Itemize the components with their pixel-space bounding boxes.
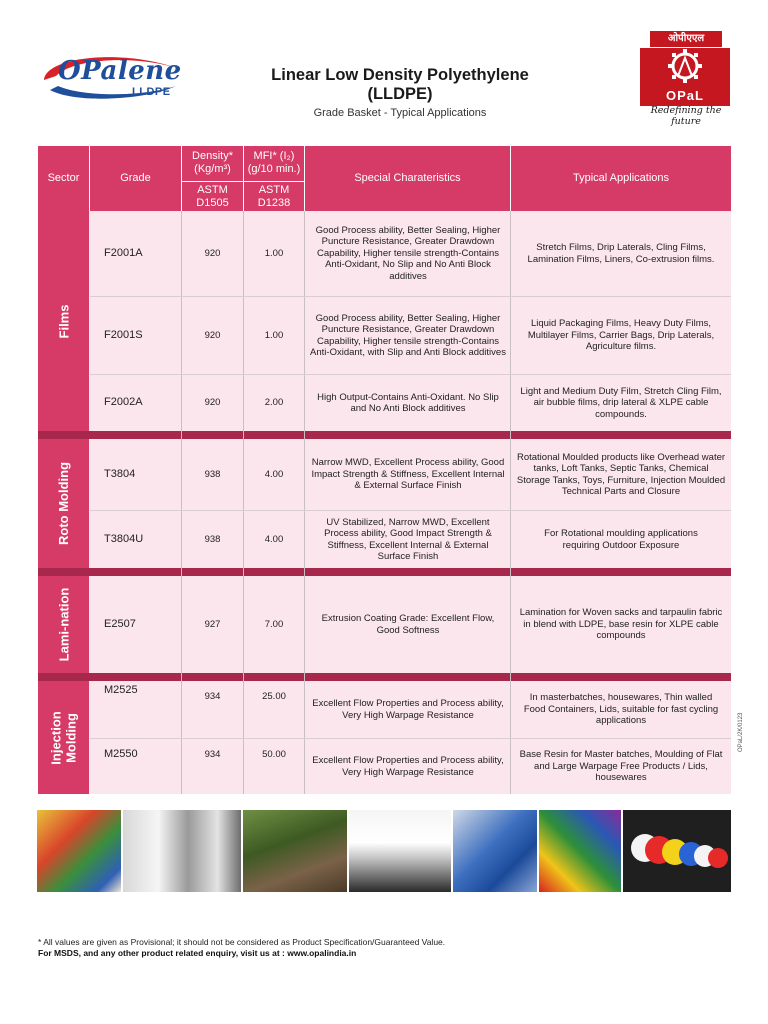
grade-cell: F2001S	[104, 328, 143, 341]
sector-roto-molding	[38, 439, 89, 568]
sector-injection-molding	[38, 681, 89, 794]
lids-icon	[623, 810, 731, 892]
brand-sub: LLDPE	[132, 86, 171, 98]
header-mfi-std: ASTM D1238	[257, 183, 291, 209]
mfi-cell: 4.00	[264, 468, 284, 480]
header-sector: Sector	[47, 172, 80, 184]
grade-table	[38, 146, 731, 794]
special-cell: Good Process ability, Better Sealing, Higher Puncture Resistance, Greater Drawdown Capability, Higher tensile strength-Contains Anti-Oxidant, No Slip and No Anti Block additives	[315, 224, 501, 282]
header-divider	[89, 146, 90, 211]
special-cell: High Output-Contains Anti-Oxidant. No Slip and No Anti Block additives	[317, 391, 499, 414]
tarpaulin-photo	[453, 810, 537, 892]
mfi-cell: 1.00	[264, 329, 284, 341]
applications-cell: In masterbatches, housewares, Thin walled Food Containers, Lids, suitable for fast cycling applications	[523, 692, 719, 727]
header-divider	[181, 146, 182, 211]
company-tagline: Redefining the future	[650, 105, 722, 127]
application-photo-strip	[37, 810, 731, 892]
applications-cell: Rotational Moulded products like Overhead water tanks, Loft Tanks, Septic Tanks, Chemical Storage Tanks, Toys, Furniture, Injection Moulded Technical Parts and Closure	[516, 451, 726, 497]
applications-cell: For Rotational moulding applications requiring Outdoor Exposure	[544, 528, 698, 551]
column-divider	[304, 211, 305, 794]
opal-hindi-name: ओपीएएल	[650, 31, 722, 47]
grade-cell: T3804	[104, 467, 136, 480]
sector-label: Injection Molding	[48, 710, 79, 765]
header-density-std: ASTM D1505	[196, 183, 229, 209]
header-mfi: MFI* (I₂) (g/10 min.)	[247, 150, 301, 175]
contact-note: For MSDS, and any other product related enquiry, visit us at : www.opalindia.in	[38, 948, 357, 958]
water-tank-photo	[349, 810, 451, 892]
mfi-cell: 7.00	[264, 618, 284, 630]
density-cell: 920	[204, 329, 221, 341]
special-cell: Good Process ability, Better Sealing, Higher Puncture Resistance, Greater Drawdown Capability, Higher tensile strength-Contains Anti-Oxidant, with Slip and Anti Block additives	[310, 312, 506, 358]
packaging-products-photo	[37, 810, 121, 892]
header-special: Special Charateristics	[354, 172, 461, 184]
header-grade: Grade	[120, 172, 151, 184]
applications-cell: Base Resin for Master batches, Moulding of Flat and Large Warpage Free Products / Lids, housewares	[519, 749, 723, 784]
sector-films	[38, 211, 89, 431]
sector-label: Lami-nation	[56, 587, 72, 662]
applications-cell: Stretch Films, Drip Laterals, Cling Films, Lamination Films, Liners, Co-extrusion films.	[527, 242, 715, 265]
header-divider	[304, 146, 305, 211]
applications-cell: Liquid Packaging Films, Heavy Duty Films, Multilayer Films, Carrier Bags, Drip Laterals, Agriculture films.	[527, 318, 715, 353]
density-cell: 920	[204, 397, 221, 409]
special-cell: Narrow MWD, Excellent Process ability, Good Impact Strength & Stiffness, Excellent Internal & External Surface Finish	[311, 457, 505, 492]
masterbatch-granules-photo	[539, 810, 621, 892]
grade-cell: T3804U	[104, 532, 144, 545]
opal-logo	[640, 30, 730, 127]
density-cell: 938	[204, 533, 221, 545]
opalene-logo	[36, 50, 188, 104]
grade-cell: F2001A	[104, 246, 143, 259]
section-band	[38, 431, 731, 439]
grade-cell: M2525	[104, 684, 138, 696]
page-title	[220, 66, 580, 104]
mfi-cell: 4.00	[264, 533, 284, 545]
title-line-1: Linear Low Density Polyethylene	[271, 66, 529, 84]
drip-lateral-photo	[243, 810, 347, 892]
mfi-cell: 2.00	[264, 397, 284, 409]
opal-wordmark: OPaL	[666, 88, 704, 103]
table-header	[38, 146, 731, 211]
applications-cell: Light and Medium Duty Film, Stretch Cling Film, air bubble films, drip lateral & XLPE cable compounds.	[520, 385, 722, 420]
density-cell: 920	[204, 247, 221, 259]
opal-emblem	[640, 48, 730, 106]
grade-cell: F2002A	[104, 396, 143, 409]
brand-name: OPalene	[58, 56, 182, 86]
container-lids-photo	[623, 810, 731, 892]
grade-cell: E2507	[104, 617, 136, 630]
density-cell: 934	[204, 748, 221, 760]
title-line-2: (LLDPE)	[367, 85, 433, 103]
density-cell: 934	[204, 690, 221, 702]
sector-lamination	[38, 576, 89, 673]
header-divider	[510, 146, 511, 211]
header-divider	[243, 146, 244, 211]
disclaimer-note: * All values are given as Provisional; it should not be considered as Product Specification/Guaranteed Value.	[38, 937, 446, 947]
section-band	[38, 568, 731, 576]
special-cell: Excellent Flow Properties and Process ability, Very High Warpage Resistance	[312, 698, 504, 721]
header-subdivider	[182, 181, 304, 182]
applications-cell: Lamination for Woven sacks and tarpaulin fabric in blend with LDPE, base resin for XLPE cable compounds	[519, 607, 723, 642]
sector-label: Films	[56, 304, 71, 338]
section-band	[38, 673, 731, 681]
mfi-cell: 25.00	[262, 690, 286, 702]
special-cell: Extrusion Coating Grade: Excellent Flow, Good Softness	[321, 613, 495, 636]
column-divider	[510, 211, 511, 794]
sector-label: Roto Molding	[56, 461, 71, 546]
stretch-film-photo	[123, 810, 241, 892]
mfi-cell: 50.00	[262, 748, 286, 760]
mfi-cell: 1.00	[264, 247, 284, 259]
document-code: OPaL/2K/0123	[738, 712, 744, 752]
density-cell: 927	[204, 618, 221, 630]
special-cell: UV Stabilized, Narrow MWD, Excellent Process ability, Good Impact Strength & Stiffness, Excellent Internal & External Surface Finish	[324, 516, 492, 562]
header-density: Density* (Kg/m³)	[192, 150, 233, 175]
special-cell: Excellent Flow Properties and Process ability, Very High Warpage Resistance	[312, 755, 504, 778]
page-subtitle: Grade Basket - Typical Applications	[313, 107, 487, 119]
density-cell: 938	[204, 468, 221, 480]
header-applications: Typical Applications	[573, 172, 669, 184]
grade-cell: M2550	[104, 748, 138, 760]
